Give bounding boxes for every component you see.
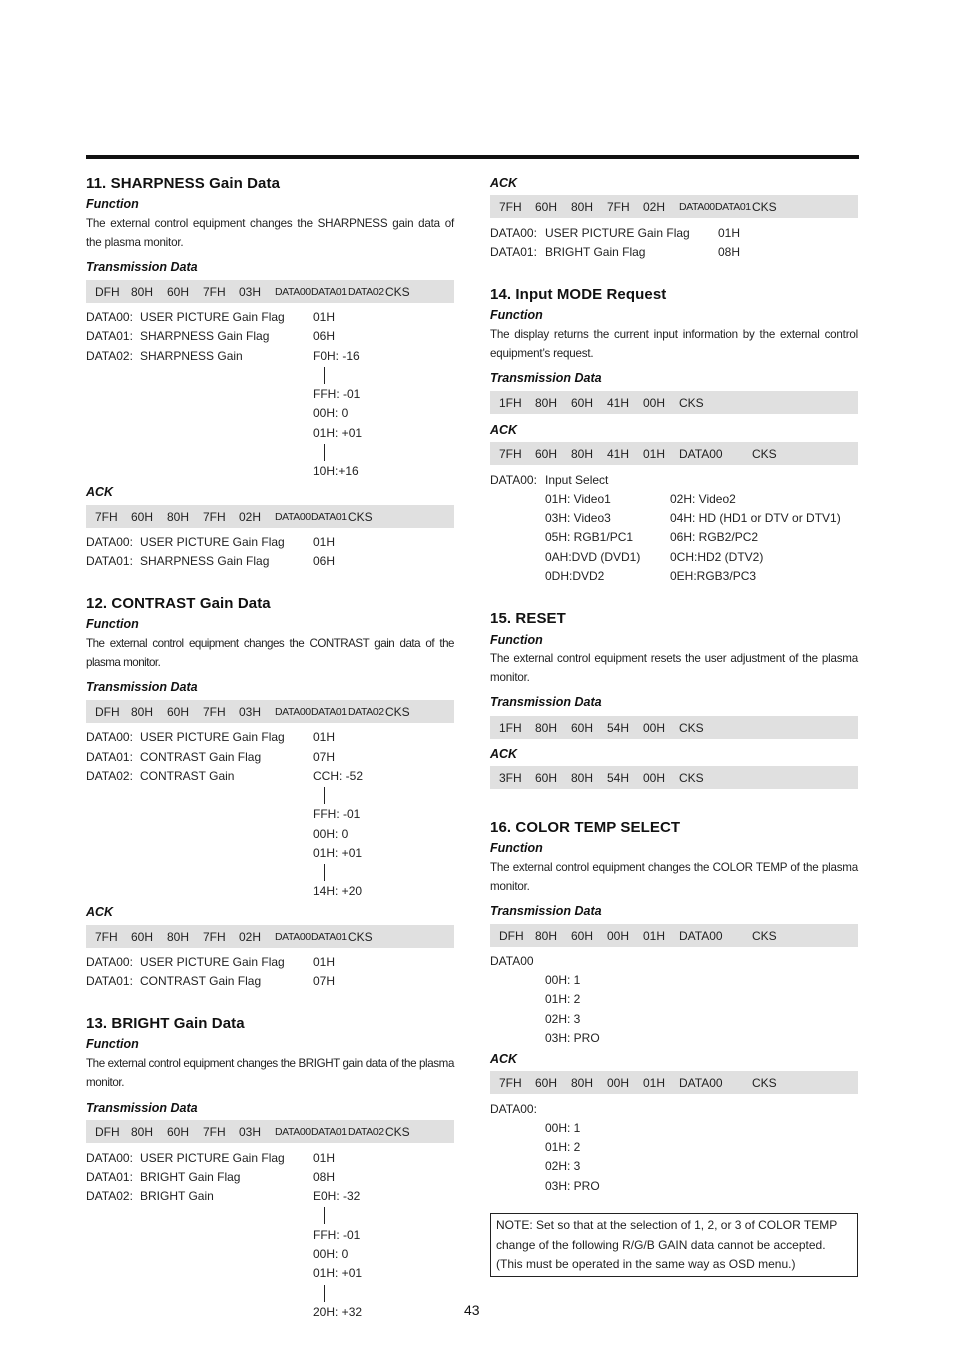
byte: 80H (571, 446, 594, 461)
range-value: 01H: +01 (313, 846, 363, 860)
input-option: 0AH:DVD (DVD1) (545, 550, 641, 564)
section-16-tx-label: Transmission Data (490, 904, 602, 918)
range-line (324, 444, 325, 461)
data-label: DATA01: (86, 554, 133, 568)
data-value: 06H (313, 554, 336, 568)
byte: 7FH (203, 284, 226, 299)
data-value: 08H (718, 245, 741, 259)
section-11-function-label: Function (86, 197, 139, 211)
byte: CKS (679, 395, 704, 410)
section-13-function-label: Function (86, 1037, 139, 1051)
section-15-function-label: Function (490, 633, 543, 647)
section-13-ack-bar (490, 195, 858, 218)
section-15-ack-label: ACK (490, 747, 518, 761)
data-value: 01H (313, 310, 336, 324)
byte: 80H (535, 395, 558, 410)
byte: 41H (607, 446, 630, 461)
byte: CKS (752, 928, 777, 943)
byte: 02H (239, 509, 262, 524)
color-temp-option: 00H: 1 (545, 1121, 581, 1135)
data-value: 06H (313, 329, 336, 343)
range-value: FFH: -01 (313, 807, 361, 821)
range-value: 20H: +32 (313, 1305, 363, 1319)
color-temp-option: 03H: PRO (545, 1031, 600, 1045)
byte: 7FH (607, 199, 630, 214)
byte: DATA01 (311, 1125, 347, 1138)
section-16-title: 16. COLOR TEMP SELECT (490, 819, 681, 836)
data-value: F0H: -16 (313, 349, 360, 363)
byte: DATA00 (275, 1125, 311, 1138)
data-title: Input Select (545, 473, 609, 487)
byte: DATA00 (275, 510, 311, 523)
section-16-ack-label: ACK (490, 1052, 518, 1066)
data-label: DATA00: (86, 310, 133, 324)
byte: 60H (571, 395, 594, 410)
data-desc: BRIGHT Gain Flag (545, 245, 646, 259)
input-option: 04H: HD (HD1 or DTV or DTV1) (670, 511, 841, 525)
byte: 60H (167, 704, 190, 719)
data-label: DATA01: (490, 245, 537, 259)
top-rule (86, 155, 859, 159)
section-16-ack-bar (490, 1071, 858, 1094)
byte: CKS (679, 770, 704, 785)
section-15-tx-bar (490, 716, 858, 739)
byte: DFH (95, 704, 120, 719)
byte: 1FH (499, 720, 522, 735)
section-12-function-label: Function (86, 617, 139, 631)
byte: 7FH (203, 704, 226, 719)
data-desc: CONTRAST Gain (140, 769, 235, 783)
data-desc: USER PICTURE Gain Flag (545, 226, 690, 240)
color-temp-option: 02H: 3 (545, 1159, 581, 1173)
byte: DATA00 (275, 285, 311, 298)
byte: DATA00 (679, 1075, 723, 1090)
byte: 80H (167, 929, 190, 944)
byte: 7FH (203, 929, 226, 944)
data-value: 01H (313, 955, 336, 969)
data-value: CCH: -52 (313, 769, 364, 783)
data-value: 01H (718, 226, 741, 240)
byte: 00H (607, 928, 630, 943)
byte: 03H (239, 704, 262, 719)
byte: 60H (535, 199, 558, 214)
data-desc: CONTRAST Gain Flag (140, 750, 262, 764)
data-value: 01H (313, 535, 336, 549)
data-desc: SHARPNESS Gain (140, 349, 243, 363)
byte: 00H (643, 720, 666, 735)
range-value: 00H: 0 (313, 406, 349, 420)
section-14-title: 14. Input MODE Request (490, 286, 667, 303)
byte: 60H (167, 1124, 190, 1139)
section-13-ack-label: ACK (490, 176, 518, 190)
byte: DFH (95, 284, 120, 299)
data-label: DATA00: (490, 226, 537, 240)
byte: 7FH (203, 509, 226, 524)
byte: 01H (643, 446, 666, 461)
range-line (324, 1207, 325, 1224)
section-14-function-label: Function (490, 308, 543, 322)
byte: DATA02 (348, 705, 384, 718)
data-label: DATA00: (86, 535, 133, 549)
data-desc: SHARPNESS Gain Flag (140, 554, 270, 568)
data-label: DATA00 (490, 954, 534, 968)
byte: DATA01 (311, 510, 347, 523)
byte: 80H (167, 509, 190, 524)
data-label: DATA02: (86, 1189, 133, 1203)
section-14-tx-bar (490, 391, 858, 414)
data-label: DATA00: (86, 730, 133, 744)
section-12-ack-label: ACK (86, 905, 114, 919)
range-value: 00H: 0 (313, 827, 349, 841)
section-16-function-text: The external control equipment changes the COLOR TEMP of the plasma monitor. (490, 861, 858, 893)
data-label: DATA02: (86, 769, 133, 783)
input-option: 0EH:RGB3/PC3 (670, 569, 757, 583)
section-15-tx-label: Transmission Data (490, 695, 602, 709)
data-label: DATA01: (86, 750, 133, 764)
input-option: 05H: RGB1/PC1 (545, 530, 634, 544)
section-12-tx-label: Transmission Data (86, 680, 198, 694)
byte: 03H (239, 1124, 262, 1139)
section-15-function-text: The external control equipment resets the user adjustment of the plasma monitor. (490, 652, 858, 684)
data-desc: USER PICTURE Gain Flag (140, 535, 285, 549)
color-temp-option: 02H: 3 (545, 1012, 581, 1026)
byte: CKS (752, 446, 777, 461)
data-label: DATA01: (86, 1170, 133, 1184)
byte: 54H (607, 770, 630, 785)
byte: 80H (131, 1124, 154, 1139)
byte: 7FH (499, 446, 522, 461)
byte: 60H (571, 720, 594, 735)
note-line: NOTE: Set so that at the selection of 1, 2, or 3 of COLOR TEMP (496, 1218, 838, 1232)
data-value: 01H (313, 1151, 336, 1165)
note-line: (This must be operated in the same way as OSD menu.) (496, 1257, 796, 1271)
section-12-ack-bar (86, 925, 454, 948)
byte: 01H (643, 928, 666, 943)
data-label: DATA01: (86, 974, 133, 988)
byte: 60H (571, 928, 594, 943)
byte: 03H (239, 284, 262, 299)
section-13-tx-label: Transmission Data (86, 1101, 198, 1115)
data-value: E0H: -32 (313, 1189, 361, 1203)
input-option: 01H: Video1 (545, 492, 611, 506)
range-value: 10H:+16 (313, 464, 359, 478)
byte: 02H (239, 929, 262, 944)
data-label: DATA00: (490, 1102, 537, 1116)
section-14-tx-label: Transmission Data (490, 371, 602, 385)
byte: 60H (535, 1075, 558, 1090)
range-line (324, 787, 325, 804)
byte: 60H (131, 509, 154, 524)
data-value: 01H (313, 730, 336, 744)
section-11-tx-label: Transmission Data (86, 260, 198, 274)
data-value: 08H (313, 1170, 336, 1184)
color-temp-option: 01H: 2 (545, 992, 581, 1006)
byte: DFH (499, 928, 524, 943)
range-value: 01H: +01 (313, 1266, 363, 1280)
input-option: 0CH:HD2 (DTV2) (670, 550, 764, 564)
byte: DATA00 (275, 705, 311, 718)
byte: 1FH (499, 395, 522, 410)
byte: CKS (679, 720, 704, 735)
byte: DATA01 (715, 200, 751, 213)
data-value: 07H (313, 750, 336, 764)
byte: 60H (535, 446, 558, 461)
data-desc: USER PICTURE Gain Flag (140, 1151, 285, 1165)
byte: 00H (643, 395, 666, 410)
byte: 60H (131, 929, 154, 944)
byte: CKS (752, 1075, 777, 1090)
byte: 80H (571, 770, 594, 785)
range-line (324, 864, 325, 881)
input-option: 0DH:DVD2 (545, 569, 605, 583)
data-label: DATA02: (86, 349, 133, 363)
byte: DATA00 (679, 200, 715, 213)
byte: CKS (385, 284, 410, 299)
data-desc: USER PICTURE Gain Flag (140, 310, 285, 324)
byte: DATA00 (679, 928, 723, 943)
section-11-tx-bar (86, 280, 454, 303)
byte: DATA01 (311, 285, 347, 298)
input-option: 03H: Video3 (545, 511, 611, 525)
color-temp-option: 01H: 2 (545, 1140, 581, 1154)
section-11-ack-label: ACK (86, 485, 114, 499)
section-14-ack-label: ACK (490, 423, 518, 437)
data-desc: BRIGHT Gain (140, 1189, 214, 1203)
byte: 00H (643, 770, 666, 785)
byte: DATA02 (348, 285, 384, 298)
byte: DATA01 (311, 705, 347, 718)
section-13-title: 13. BRIGHT Gain Data (86, 1015, 245, 1032)
byte: 60H (535, 770, 558, 785)
byte: DATA02 (348, 1125, 384, 1138)
section-14-function-text: The display returns the current input information by the external control equipment’s request. (490, 328, 858, 360)
byte: 01H (643, 1075, 666, 1090)
section-13-function-text: The external control equipment changes the BRIGHT gain data of the plasma monitor. (86, 1057, 454, 1089)
range-value: 01H: +01 (313, 426, 363, 440)
section-15-title: 15. RESET (490, 610, 566, 627)
data-value: 07H (313, 974, 336, 988)
section-15-ack-bar (490, 766, 858, 789)
byte: 80H (571, 1075, 594, 1090)
byte: 80H (535, 928, 558, 943)
byte: CKS (348, 929, 373, 944)
input-option: 06H: RGB2/PC2 (670, 530, 759, 544)
byte: CKS (752, 199, 777, 214)
input-option: 02H: Video2 (670, 492, 736, 506)
range-line (324, 367, 325, 384)
section-11-ack-bar (86, 505, 454, 528)
byte: 80H (131, 284, 154, 299)
byte: 80H (571, 199, 594, 214)
data-label: DATA00: (86, 1151, 133, 1165)
section-12-function-text: The external control equipment changes the CONTRAST gain data of the plasma monitor. (86, 637, 454, 669)
byte: 7FH (499, 1075, 522, 1090)
section-12-title: 12. CONTRAST Gain Data (86, 595, 271, 612)
note-line: change of the following R/G/B GAIN data cannot be accepted. (496, 1237, 826, 1252)
section-14-ack-bar (490, 442, 858, 465)
byte: DATA00 (275, 930, 311, 943)
page-number: 43 (464, 1302, 480, 1318)
range-line (324, 1285, 325, 1302)
byte: 80H (131, 704, 154, 719)
data-desc: USER PICTURE Gain Flag (140, 730, 285, 744)
data-desc: USER PICTURE Gain Flag (140, 955, 285, 969)
range-value: 14H: +20 (313, 884, 363, 898)
byte: 02H (643, 199, 666, 214)
byte: DFH (95, 1124, 120, 1139)
byte: CKS (348, 509, 373, 524)
byte: 54H (607, 720, 630, 735)
byte: CKS (385, 1124, 410, 1139)
byte: 7FH (203, 1124, 226, 1139)
data-label: DATA00: (490, 473, 537, 487)
range-value: 00H: 0 (313, 1247, 349, 1261)
section-16-tx-bar (490, 924, 858, 947)
section-11-function-text: The external control equipment changes the SHARPNESS gain data of the plasma monitor. (86, 217, 454, 249)
section-12-tx-bar (86, 700, 454, 723)
byte: 60H (167, 284, 190, 299)
color-temp-option: 00H: 1 (545, 973, 581, 987)
byte: 7FH (95, 929, 118, 944)
color-temp-option: 03H: PRO (545, 1179, 600, 1193)
data-desc: BRIGHT Gain Flag (140, 1170, 241, 1184)
section-13-tx-bar (86, 1120, 454, 1143)
byte: CKS (385, 704, 410, 719)
data-desc: SHARPNESS Gain Flag (140, 329, 270, 343)
section-11-title: 11. SHARPNESS Gain Data (86, 175, 281, 192)
byte: 3FH (499, 770, 522, 785)
data-label: DATA00: (86, 955, 133, 969)
byte: 00H (607, 1075, 630, 1090)
note-box (490, 1213, 858, 1277)
byte: DATA00 (679, 446, 723, 461)
byte: 80H (535, 720, 558, 735)
byte: DATA01 (311, 930, 347, 943)
data-label: DATA01: (86, 329, 133, 343)
section-16-function-label: Function (490, 841, 543, 855)
byte: 41H (607, 395, 630, 410)
data-desc: CONTRAST Gain Flag (140, 974, 262, 988)
byte: 7FH (499, 199, 522, 214)
range-value: FFH: -01 (313, 1228, 361, 1242)
byte: 7FH (95, 509, 118, 524)
range-value: FFH: -01 (313, 387, 361, 401)
